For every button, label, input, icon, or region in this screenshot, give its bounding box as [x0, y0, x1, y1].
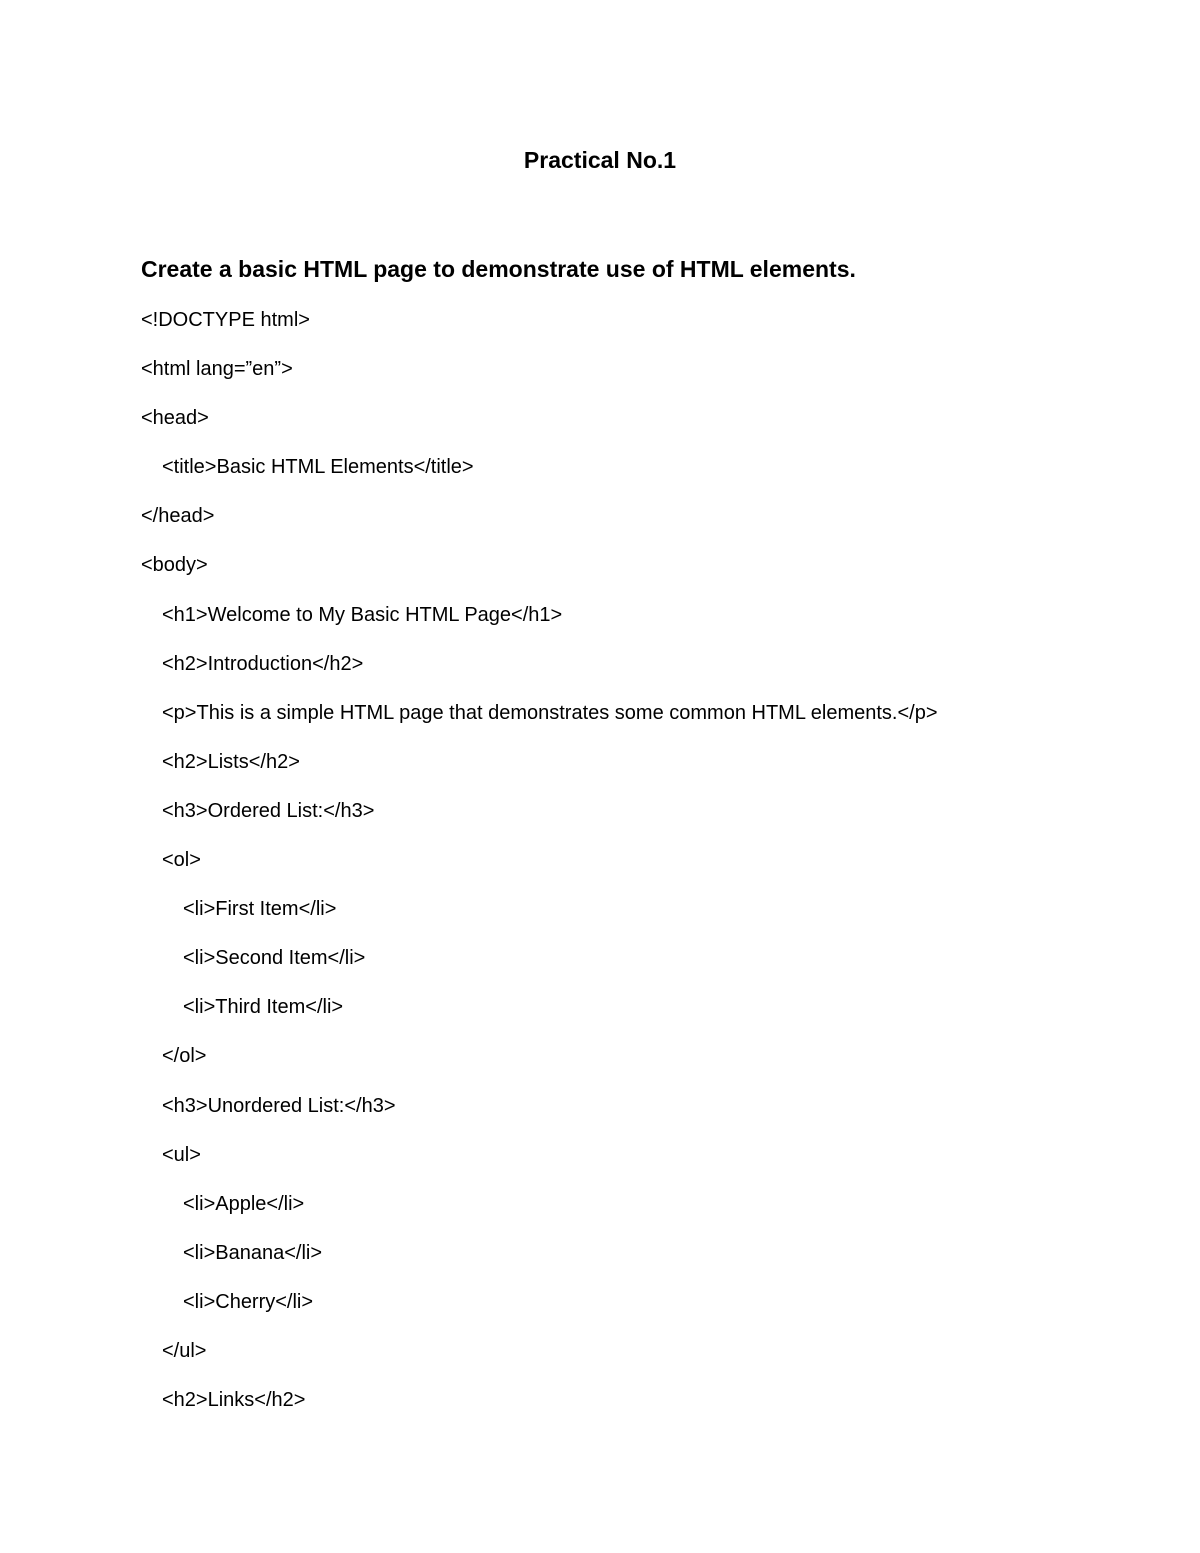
code-line: <head>	[141, 407, 209, 430]
code-listing	[141, 305, 938, 1434]
code-line: </ol>	[162, 1045, 207, 1068]
code-line: <li>Apple</li>	[183, 1192, 305, 1215]
document-title: Practical No.1	[523, 147, 677, 173]
code-line: <html lang=”en”>	[141, 358, 293, 381]
code-line: <li>Cherry</li>	[183, 1290, 314, 1313]
code-line: <li>Banana</li>	[183, 1241, 323, 1264]
code-line: <h1>Welcome to My Basic HTML Page</h1>	[162, 603, 563, 626]
code-line: <li>Third Item</li>	[183, 996, 344, 1019]
code-line: <ol>	[162, 849, 201, 872]
code-line: <h2>Lists</h2>	[162, 750, 300, 773]
document-heading: Create a basic HTML page to demonstrate use of HTML elements.	[141, 256, 856, 282]
code-line: <h2>Links</h2>	[162, 1389, 306, 1412]
code-line: <title>Basic HTML Elements</title>	[162, 456, 474, 479]
code-line: <p>This is a simple HTML page that demonstrates some common HTML elements.</p>	[162, 701, 938, 724]
code-line: <h3>Unordered List:</h3>	[162, 1094, 396, 1117]
code-line: <li>First Item</li>	[183, 898, 337, 921]
code-line: <!DOCTYPE html>	[141, 309, 310, 331]
code-line: </head>	[141, 505, 215, 528]
code-line: <ul>	[162, 1143, 201, 1166]
code-line: <body>	[141, 554, 208, 577]
code-line: <h3>Ordered List:</h3>	[162, 799, 375, 822]
code-line: </ul>	[162, 1339, 207, 1362]
code-line: <li>Second Item</li>	[183, 947, 366, 970]
code-line: <h2>Introduction</h2>	[162, 652, 364, 675]
